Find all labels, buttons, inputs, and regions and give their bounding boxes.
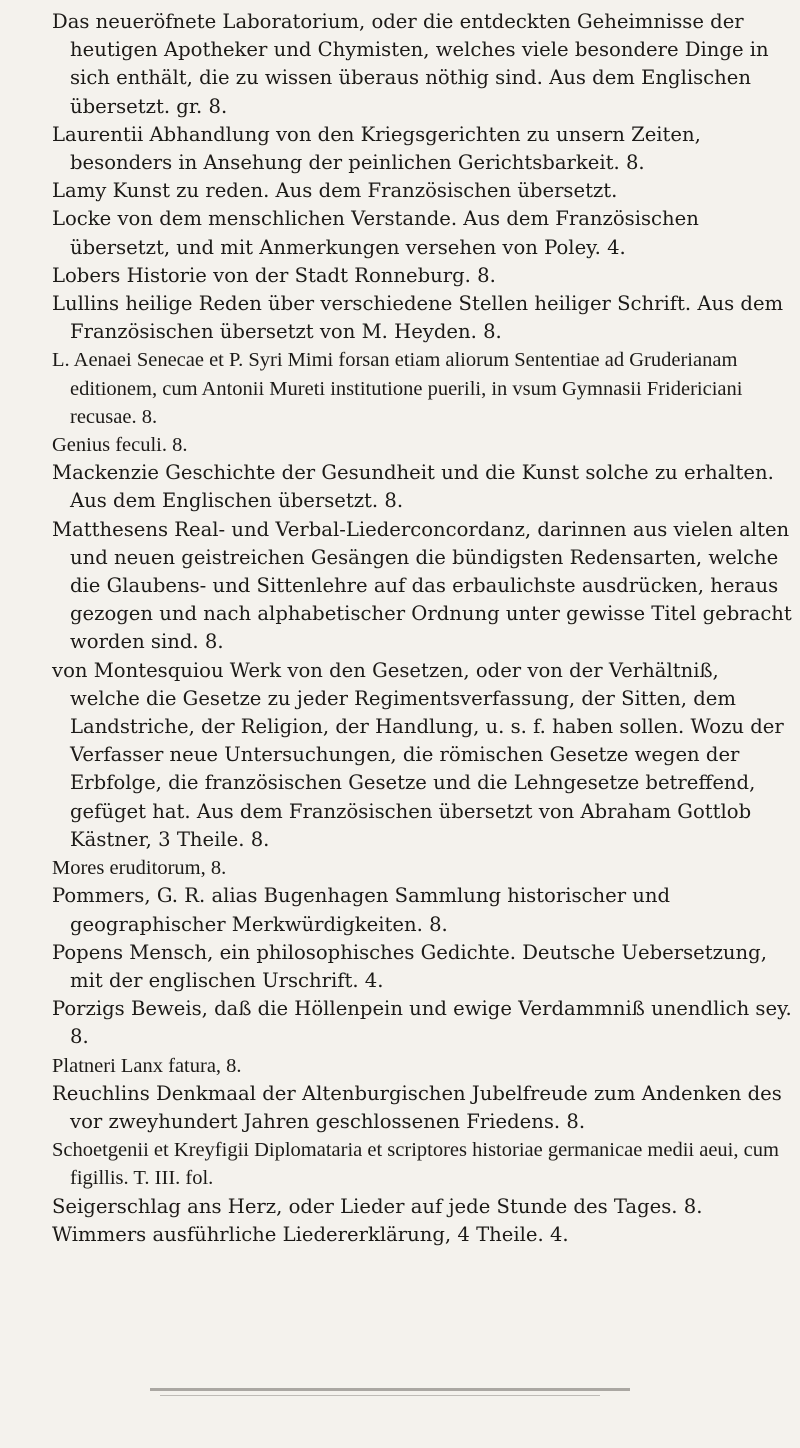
catalog-entry: Pommers, G. R. alias Bugenhagen Sammlung historischer und geographischer Merkwürdigkeiten. 8. [52,884,671,936]
catalog-entry: Mores eruditorum, 8. [52,857,227,880]
catalog-entry: Locke von dem menschlichen Verstande. Aus dem Französischen übersetzt, und mit Anmerkungen versehen von Poley. 4. [52,207,699,259]
catalog-entry: Reuchlins Denkmaal der Altenburgischen Jubelfreude zum Andenken des vor zweyhundert Jahren geschlossenen Friedens. 8. [52,1081,782,1133]
catalog-entry: Seigerschlag ans Herz, oder Lieder auf jede Stunde des Tages. 8. [52,1194,703,1218]
catalog-entry: Mackenzie Geschichte der Gesundheit und die Kunst solche zu erhalten. Aus dem Englischen übersetzt. 8. [52,461,774,513]
page-bottom-rule-thin [160,1395,600,1396]
catalog-entry: Popens Mensch, ein philosophisches Gedichte. Deutsche Uebersetzung, mit der englischen Urschrift. 4. [52,940,767,992]
catalog-entry: Das neueröfnete Laboratorium, oder die entdeckten Geheimnisse der heutigen Apotheker und Chymisten, welches viele besondere Dinge in sich enthält, die zu wissen überaus nöthig sind. Aus dem Englischen übersetzt. gr. 8. [52,10,769,118]
catalog-entry: Matthesens Real- und Verbal-Liederconcordanz, darinnen aus vielen alten und neuen geistreichen Gesängen die bündigsten Redensarten, welche die Glaubens- und Sittenlehre auf das erbaulichste ausdrücken, heraus gezogen und nach alphabetischer Ordnung unter gewisse Titel gebracht worden sind. 8. [52,517,792,654]
catalog-entry: Lullins heilige Reden über verschiedene Stellen heiliger Schrift. Aus dem Französischen übersetzt von M. Heyden. 8. [52,292,784,344]
catalog-entry: Laurentii Abhandlung von den Kriegsgerichten zu unsern Zeiten, besonders in Ansehung der peinlichen Gerichtsbarkeit. 8. [52,122,701,175]
catalog-entry: Wimmers ausführliche Liedererklärung, 4 Theile. 4. [52,1222,569,1246]
catalog-entry: Porzigs Beweis, daß die Höllenpein und ewige Verdammniß unendlich sey. 8. [52,997,792,1049]
catalog-entry: Lobers Historie von der Stadt Ronneburg. 8. [52,263,496,287]
page-bottom-rule [150,1388,630,1391]
catalog-entry: Lamy Kunst zu reden. Aus dem Französischen übersetzt. [52,179,618,203]
catalog-entry: Platneri Lanx fatura, 8. [52,1054,242,1077]
catalog-entry: Genius feculi. 8. [52,434,188,457]
catalog-entry: Schoetgenii et Kreyfigii Diplomataria et scriptores historiae germanicae medii aeui, cum figillis. T. III. fol. [52,1139,779,1190]
catalog-list [52,8,792,1249]
catalog-entry: L. Aenaei Senecae et P. Syri Mimi forsan etiam aliorum Sententiae ad Gruderianam editionem, cum Antonii Mureti institutione puerili, in vsum Gymnasii Fridericiani recusae. 8. [52,349,743,428]
catalog-entry: von Montesquiou Werk von den Gesetzen, oder von der Verhältniß, welche die Gesetze zu jeder Regimentsverfassung, der Sitten, dem Landstriche, der Religion, der Handlung, u. s. f. haben sollen. Wozu der Verfasser neue Untersuchungen, die römischen Gesetze wegen der Erbfolge, die französischen Gesetze und die Lehngesetze betreffend, gefüget hat. Aus dem Französischen übersetzt von Abraham Gottlob Kästner, 3 Theile. 8. [52,658,784,851]
